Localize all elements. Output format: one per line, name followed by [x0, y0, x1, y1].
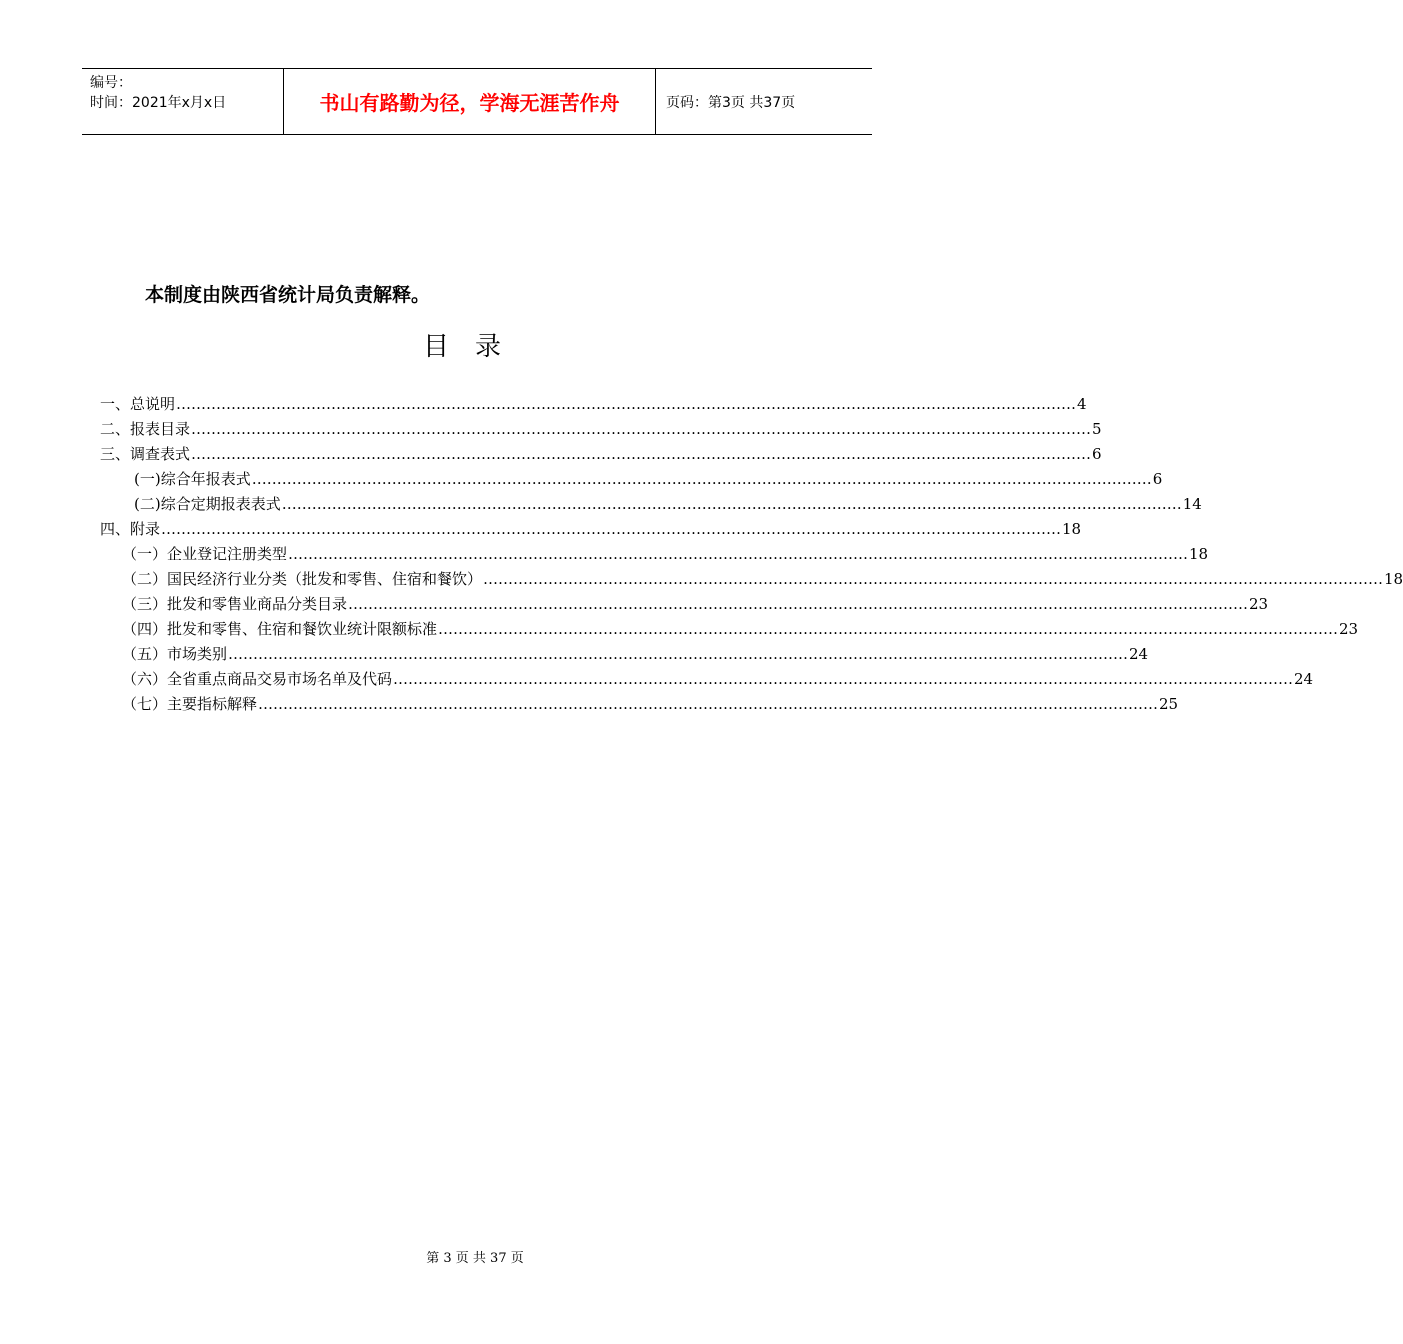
toc-entry-page: 4	[1077, 395, 1087, 413]
toc-entry-page: 25	[1159, 695, 1179, 713]
toc-leader: ………………………………………………………………………………………………………………………………………………………………	[288, 545, 1189, 563]
header-page-label: 页码：第3页 共37页	[666, 94, 796, 111]
toc-entry-label: （三）批发和零售业商品分类目录	[122, 595, 348, 613]
interpretation-note: 本制度由陕西省统计局负责解释。	[145, 284, 431, 306]
toc-entry[interactable]	[122, 668, 1314, 690]
toc-entry-label: 二、报表目录	[100, 420, 191, 438]
toc-entry[interactable]	[122, 643, 1149, 665]
toc-entry-page: 18	[1384, 570, 1403, 588]
toc-leader: ………………………………………………………………………………………………………………………………………………………………	[393, 670, 1294, 688]
toc-entry[interactable]	[134, 493, 1202, 515]
toc-entry[interactable]	[122, 593, 1269, 615]
page-header	[82, 68, 872, 135]
toc-leader: ………………………………………………………………………………………………………………………………………………………………	[258, 695, 1159, 713]
toc-entry[interactable]	[122, 618, 1359, 640]
toc-entry-label: 四、附录	[100, 520, 161, 538]
toc-entry[interactable]	[100, 518, 1082, 540]
toc-entry[interactable]	[122, 568, 1403, 590]
toc-entry-page: 14	[1182, 495, 1202, 513]
toc-entry-label: (一)综合年报表式	[134, 470, 251, 488]
toc-entry-page: 5	[1092, 420, 1102, 438]
toc-leader: ………………………………………………………………………………………………………………………………………………………………	[191, 445, 1092, 463]
toc-entry[interactable]	[100, 418, 1102, 440]
header-motto: 书山有路勤为径，学海无涯苦作舟	[284, 69, 656, 134]
page-footer: 第 3 页 共 37 页	[426, 1251, 524, 1266]
toc-entry-page: 18	[1189, 545, 1209, 563]
toc-title: 目录	[422, 332, 527, 362]
toc-entry[interactable]	[134, 468, 1163, 490]
toc-leader: ………………………………………………………………………………………………………………………………………………………………	[281, 495, 1182, 513]
toc-leader: ………………………………………………………………………………………………………………………………………………………………	[251, 470, 1152, 488]
toc-entry-label: 一、总说明	[100, 395, 176, 413]
document-number-label: 编号：	[90, 75, 132, 91]
toc-entry-page: 23	[1249, 595, 1269, 613]
toc-entry-page: 24	[1129, 645, 1149, 663]
toc-leader: ………………………………………………………………………………………………………………………………………………………………	[161, 520, 1062, 538]
toc-entry-page: 6	[1152, 470, 1163, 488]
toc-entry[interactable]	[122, 543, 1209, 565]
toc-entry-label: （二）国民经济行业分类（批发和零售、住宿和餐饮）	[122, 570, 483, 588]
toc-entry-label: 三、调查表式	[100, 445, 191, 463]
toc-leader: ………………………………………………………………………………………………………………………………………………………………	[438, 620, 1339, 638]
toc-leader: ………………………………………………………………………………………………………………………………………………………………	[228, 645, 1129, 663]
toc-entry-label: (二)综合定期报表表式	[134, 495, 281, 513]
toc-leader: ………………………………………………………………………………………………………………………………………………………………	[191, 420, 1092, 438]
toc-entry-label: （四）批发和零售、住宿和餐饮业统计限额标准	[122, 620, 438, 638]
document-time-label: 时间：2021年x月x日	[90, 95, 227, 111]
toc-entry[interactable]	[100, 393, 1087, 415]
toc-entry[interactable]	[100, 443, 1102, 465]
toc-entry[interactable]	[122, 693, 1179, 715]
toc-entry-label: （七）主要指标解释	[122, 695, 258, 713]
toc-entry-label: （六）全省重点商品交易市场名单及代码	[122, 670, 393, 688]
toc-leader: ………………………………………………………………………………………………………………………………………………………………	[483, 570, 1384, 588]
toc-entry-page: 6	[1092, 445, 1102, 463]
toc-entry-page: 18	[1062, 520, 1082, 538]
toc-entry-label: （一）企业登记注册类型	[122, 545, 288, 563]
header-meta	[82, 69, 284, 134]
toc-entry-page: 24	[1294, 670, 1314, 688]
toc-leader: ………………………………………………………………………………………………………………………………………………………………	[176, 395, 1077, 413]
toc-leader: ………………………………………………………………………………………………………………………………………………………………	[348, 595, 1249, 613]
toc-entry-label: （五）市场类别	[122, 645, 228, 663]
toc-entry-page: 23	[1339, 620, 1359, 638]
